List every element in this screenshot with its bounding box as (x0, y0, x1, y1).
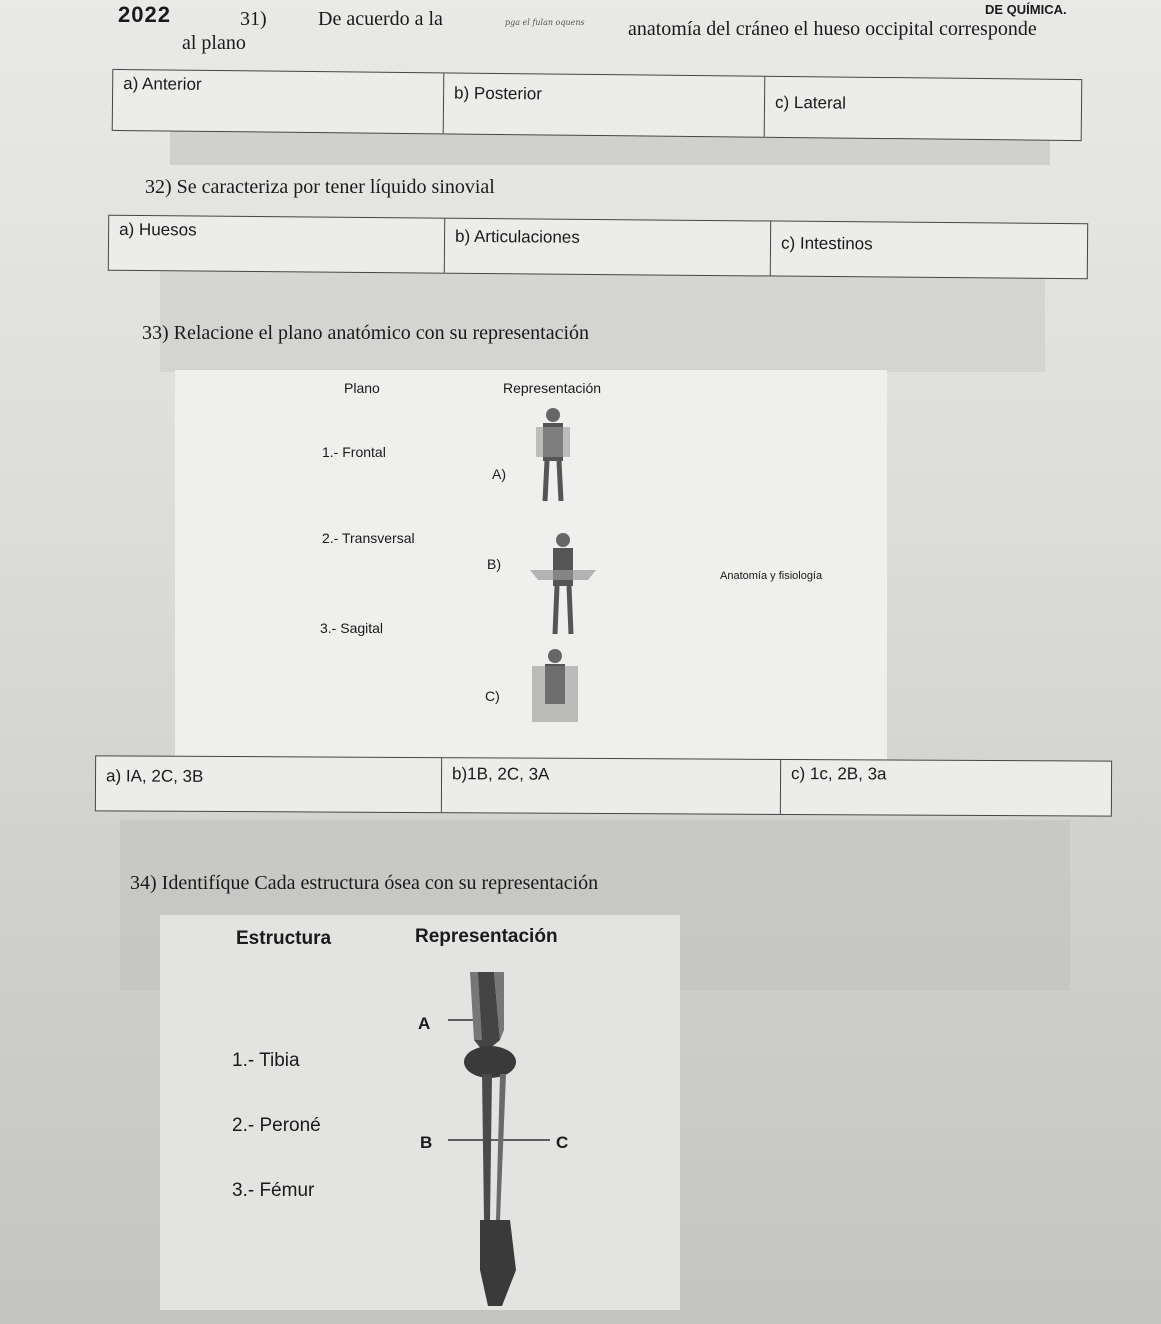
bone-label-b: B (420, 1133, 433, 1152)
q33-text: 33) Relacione el plano anatómico con su representación (142, 322, 590, 344)
q31-option-a[interactable]: a) Anterior (113, 70, 445, 133)
q34-structure-femur: 3.- Fémur (232, 1180, 315, 1201)
q31-text-part3: al plano (182, 32, 246, 54)
q31-handwritten-insert: pga el fulan oquens (505, 18, 585, 27)
q31-options (112, 69, 1083, 141)
q32-option-c[interactable]: c) Intestinos (780, 233, 873, 254)
q31-text-part1: De acuerdo a la (318, 8, 443, 30)
frontal-plane-figure (528, 405, 578, 505)
year-fragment: 2022 (118, 2, 171, 27)
q34-structure-tibia: 1.- Tibia (232, 1050, 300, 1071)
leg-bones-illustration (430, 970, 570, 1310)
q33-plane-sagital: 3.- Sagital (320, 620, 384, 636)
q34-col-estructura: Estructura (236, 928, 332, 949)
q33-options (95, 755, 1112, 816)
q32-option-b[interactable]: b) Articulaciones (445, 219, 771, 276)
q33-col-repr: Representación (503, 380, 602, 396)
q34-text: 34) Identifíque Cada estructura ósea con su representación (130, 872, 599, 894)
q31-text-part2: anatomía del cráneo el hueso occipital corresponde (628, 18, 1037, 40)
q33-col-plano: Plano (344, 380, 380, 396)
q31-option-b[interactable]: b) Posterior (444, 73, 766, 136)
q31-number: 31) (240, 8, 267, 30)
shadow-band (160, 262, 1045, 372)
q33-option-c[interactable]: c) 1c, 2B, 3a (791, 763, 887, 784)
q33-option-a[interactable]: a) IA, 2C, 3B (96, 756, 442, 812)
q33-figure-label-c: C) (485, 688, 500, 704)
q33-figure-label-a: A) (492, 466, 506, 482)
q34-structure-perone: 2.- Peroné (232, 1115, 321, 1136)
sagital-plane-figure (528, 646, 582, 726)
q32-text: 32) Se caracteriza por tener líquido sinovial (145, 176, 495, 198)
q33-option-b[interactable]: b)1B, 2C, 3A (442, 758, 781, 814)
q32-option-a[interactable]: a) Huesos (109, 216, 445, 273)
q33-plane-transversal: 2.- Transversal (322, 530, 415, 546)
bone-label-a: A (418, 1014, 431, 1033)
q33-plane-frontal: 1.- Frontal (322, 444, 386, 460)
q33-watermark: Anatomía y fisiología (720, 570, 823, 582)
subject-header: DE QUÍMICA. (985, 2, 1067, 17)
q34-figure-panel (160, 915, 680, 1310)
q31-option-c[interactable]: c) Lateral (774, 92, 847, 113)
q32-options (108, 215, 1088, 280)
q34-col-repr: Representación (415, 926, 558, 947)
bone-label-c: C (556, 1133, 569, 1152)
transversal-plane-figure (528, 530, 598, 640)
q33-figure-label-b: B) (487, 556, 501, 572)
